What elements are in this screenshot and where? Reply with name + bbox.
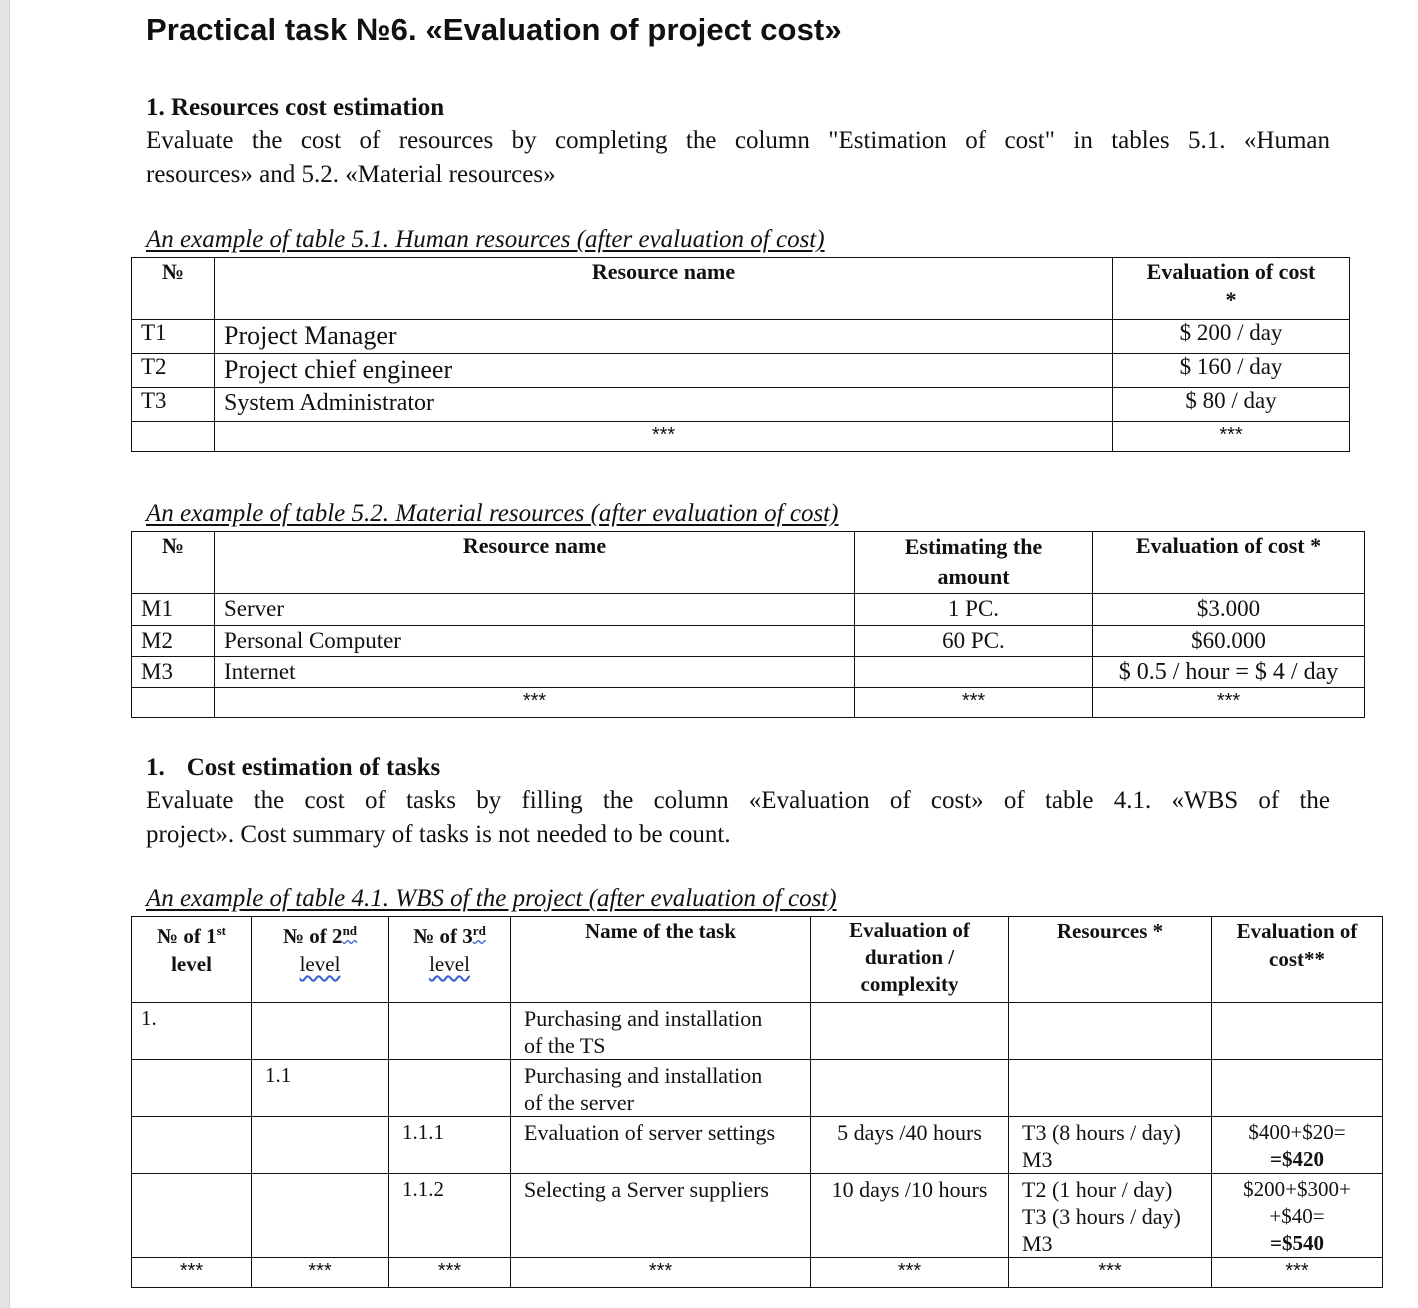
table41-cell-level3: 1.1.2 [389, 1174, 511, 1258]
table41-ellipsis: *** [132, 1258, 252, 1288]
table41-cell-resources [1009, 1174, 1212, 1258]
table41-cost-line2: =$420 [1270, 1147, 1324, 1171]
table52-header-name: Resource name [215, 532, 855, 594]
page-left-margin [0, 0, 9, 1308]
table41-cell-cost [1212, 1060, 1383, 1117]
page-title: Practical task №6. «Evaluation of project cost» [146, 12, 842, 47]
table-material-resources [131, 531, 1365, 718]
table41-header-row [132, 917, 1383, 1003]
table41-header-cost-line2: cost** [1269, 947, 1325, 971]
table-wbs [131, 916, 1383, 1288]
table41-header-duration [811, 917, 1009, 1003]
table52-cell-empty [132, 688, 215, 718]
table41-cost-line2: +$40= [1269, 1204, 1325, 1228]
table41-cost-line1: $200+$300+ [1243, 1177, 1351, 1201]
table-row [132, 594, 1365, 626]
table52-cell-amount [855, 657, 1093, 688]
table41-cell-level1 [132, 1060, 252, 1117]
table41-cell-duration: 5 days /40 hours [811, 1117, 1009, 1174]
table41-header-level1-text: № of 1 [157, 924, 217, 948]
table41-task-name-line1: Purchasing and installation [524, 1063, 763, 1088]
table52-header-num: № [132, 532, 215, 594]
table52-ellipsis: *** [1093, 688, 1365, 718]
table41-cell-task-name: Selecting a Server suppliers [511, 1174, 811, 1258]
table52-header-row [132, 532, 1365, 594]
table-row [132, 1174, 1383, 1258]
table41-header-level2-word: level [299, 952, 341, 976]
table52-cell-id: M2 [132, 626, 215, 657]
table41-cell-task-name [511, 1003, 811, 1060]
table41-cell-level2 [252, 1174, 389, 1258]
table52-header-amount-line1: Estimating the [904, 534, 1043, 559]
table41-header-level1-word: level [171, 952, 212, 976]
table52-cell-name: Personal Computer [215, 626, 855, 657]
table41-header-duration-line3: complexity [860, 972, 959, 996]
table41-resource-line1: T3 (8 hours / day) [1022, 1120, 1181, 1145]
table41-header-duration-line2: duration / [864, 945, 955, 969]
table52-header-amount [855, 532, 1093, 594]
table41-ellipsis: *** [1212, 1258, 1383, 1288]
table41-cell-level3 [389, 1060, 511, 1117]
table41-ellipsis: *** [511, 1258, 811, 1288]
table41-cell-resources [1009, 1060, 1212, 1117]
table51-cell-id: T1 [132, 320, 215, 354]
table41-header-task-name: Name of the task [511, 917, 811, 1003]
table51-ellipsis: *** [1113, 422, 1350, 452]
table41-header-level3-word: level [429, 952, 470, 976]
table52-cell-cost: $60.000 [1093, 626, 1365, 657]
section2-heading [146, 754, 440, 782]
table41-cell-cost [1212, 1117, 1383, 1174]
table41-header-level1-sup: st [216, 923, 226, 938]
table51-ellipsis: *** [215, 422, 1113, 452]
table52-cell-name: Internet [215, 657, 855, 688]
section1-text-line1: Evaluate the cost of resources by completing the column "Estimation of cost" in tables 5.1. «Human [146, 127, 1330, 154]
table41-header-level3-sup: rd [472, 923, 486, 938]
table51-cell-empty [132, 422, 215, 452]
table41-header-level2 [252, 917, 389, 1003]
table41-cell-cost [1212, 1174, 1383, 1258]
page-left-margin-line [9, 0, 10, 1308]
table51-cell-name: Project Manager [215, 320, 1113, 354]
table51-cell-id: T2 [132, 354, 215, 388]
section2-text [146, 784, 1330, 852]
table41-cell-duration [811, 1060, 1009, 1117]
table52-header-cost: Evaluation of cost * [1093, 532, 1365, 594]
table-row [132, 422, 1350, 452]
table41-resource-line2: M3 [1022, 1147, 1053, 1172]
table41-cost-line3: =$540 [1270, 1231, 1324, 1255]
table51-cell-cost: $ 80 / day [1113, 388, 1350, 422]
table41-resource-line1: T2 (1 hour / day) [1022, 1177, 1173, 1202]
table41-ellipsis: *** [252, 1258, 389, 1288]
table52-cell-id: M1 [132, 594, 215, 626]
table41-header-cost [1212, 917, 1383, 1003]
table-row [132, 320, 1350, 354]
table41-resource-line3: M3 [1022, 1231, 1053, 1256]
table52-header-amount-line2: amount [937, 564, 1010, 589]
table51-header-cost [1113, 258, 1350, 320]
table41-cell-duration [811, 1003, 1009, 1060]
table41-ellipsis: *** [1009, 1258, 1212, 1288]
table41-ellipsis: *** [389, 1258, 511, 1288]
table41-cell-level2 [252, 1003, 389, 1060]
section1-text-line2: resources» and 5.2. «Material resources» [146, 161, 556, 188]
table-row [132, 388, 1350, 422]
table51-header-row [132, 258, 1350, 320]
table41-cell-level3 [389, 1003, 511, 1060]
table41-caption: An example of table 4.1. WBS of the project (after evaluation of cost) [146, 885, 837, 912]
table41-cell-level1 [132, 1117, 252, 1174]
table41-header-duration-line1: Evaluation of [849, 918, 970, 942]
section1-text [146, 124, 1330, 192]
table51-caption: An example of table 5.1. Human resources (after evaluation of cost) [146, 226, 825, 253]
table-row [132, 1258, 1383, 1288]
table-row [132, 688, 1365, 718]
table41-task-name-line2: of the TS [524, 1033, 606, 1058]
table41-header-level2-sup: nd [342, 923, 358, 938]
table41-cell-level3: 1.1.1 [389, 1117, 511, 1174]
table51-cell-cost: $ 200 / day [1113, 320, 1350, 354]
table41-header-level1 [132, 917, 252, 1003]
table51-cell-name: Project chief engineer [215, 354, 1113, 388]
table51-header-num: № [132, 258, 215, 320]
table52-cell-amount: 1 PC. [855, 594, 1093, 626]
table51-cell-cost: $ 160 / day [1113, 354, 1350, 388]
section2-text-line1: Evaluate the cost of tasks by filling the column «Evaluation of cost» of table 4.1. «WBS of the [146, 787, 1330, 814]
table41-cost-line1: $400+$20= [1248, 1120, 1346, 1144]
section1-heading: 1. Resources cost estimation [146, 94, 445, 121]
section2-heading-number: 1. [146, 754, 165, 781]
table51-header-name: Resource name [215, 258, 1113, 320]
table51-cell-name: System Administrator [215, 388, 1113, 422]
table41-cell-task-name: Evaluation of server settings [511, 1117, 811, 1174]
table41-header-level3 [389, 917, 511, 1003]
table41-cell-resources [1009, 1117, 1212, 1174]
table52-cell-id: M3 [132, 657, 215, 688]
table52-ellipsis: *** [215, 688, 855, 718]
table41-task-name-line2: of the server [524, 1090, 634, 1115]
table41-cell-task-name [511, 1060, 811, 1117]
section2-text-line2: project». Cost summary of tasks is not needed to be count. [146, 821, 731, 848]
table-row [132, 1060, 1383, 1117]
table41-ellipsis: *** [811, 1258, 1009, 1288]
table41-cell-level2: 1.1 [252, 1060, 389, 1117]
table-row [132, 1117, 1383, 1174]
table-row [132, 657, 1365, 688]
table52-cell-amount: 60 PC. [855, 626, 1093, 657]
table52-cell-name: Server [215, 594, 855, 626]
table41-header-level2-text: № of 2 [282, 924, 343, 948]
table41-header-resources: Resources * [1009, 917, 1212, 1003]
table41-cell-level1 [132, 1174, 252, 1258]
table51-header-cost-star: * [1225, 287, 1237, 312]
section2-heading-text: Cost estimation of tasks [186, 754, 441, 781]
table51-header-cost-text: Evaluation of cost [1146, 259, 1316, 284]
table41-header-cost-line1: Evaluation of [1236, 919, 1358, 943]
table52-ellipsis: *** [855, 688, 1093, 718]
table52-cell-cost: $3.000 [1093, 594, 1365, 626]
table41-cell-resources [1009, 1003, 1212, 1060]
table41-cell-level2 [252, 1117, 389, 1174]
table-row [132, 1003, 1383, 1060]
table51-cell-id: T3 [132, 388, 215, 422]
table41-task-name-line1: Purchasing and installation [524, 1006, 763, 1031]
table-row [132, 626, 1365, 657]
table52-caption: An example of table 5.2. Material resources (after evaluation of cost) [146, 500, 839, 527]
table41-resource-line2: T3 (3 hours / day) [1022, 1204, 1181, 1229]
table-human-resources [131, 257, 1350, 452]
table41-cell-duration: 10 days /10 hours [811, 1174, 1009, 1258]
table-row [132, 354, 1350, 388]
table52-cell-cost: $ 0.5 / hour = $ 4 / day [1093, 657, 1365, 688]
table41-cell-level1: 1. [132, 1003, 252, 1060]
table41-header-level3-text: № of 3 [413, 924, 473, 948]
table41-cell-cost [1212, 1003, 1383, 1060]
